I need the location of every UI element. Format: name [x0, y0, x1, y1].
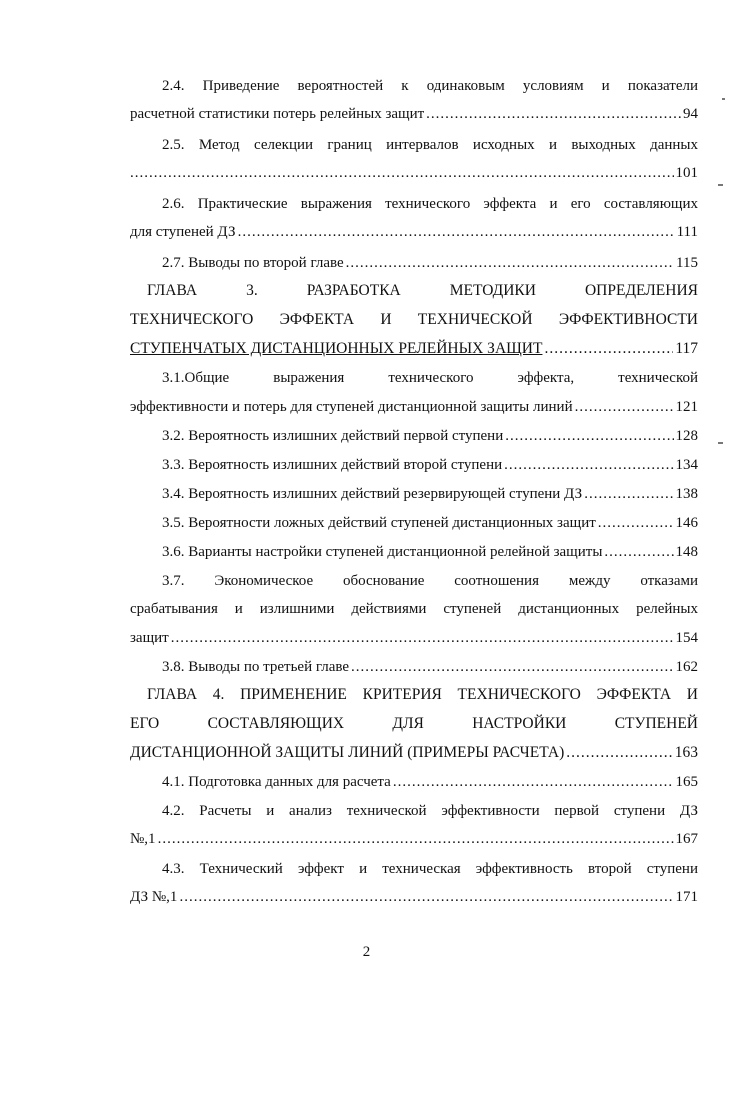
dot-leader: [393, 771, 674, 793]
dot-leader: [566, 742, 672, 764]
toc-chapter-3-line1: [147, 280, 698, 302]
toc-text: ДИСТАНЦИОННОЙ ЗАЩИТЫ ЛИНИЙ (ПРИМЕРЫ РАСЧЕТА): [130, 744, 565, 761]
toc-page-number: 154: [675, 630, 698, 646]
toc-entry-3-7-line3: [130, 627, 698, 649]
toc-page-number: 101: [675, 165, 698, 181]
scan-mark: [718, 442, 723, 444]
toc-text: 4.1. Подготовка данных для расчета: [162, 774, 391, 790]
toc-entry-3-8: [162, 656, 698, 678]
toc-text: 3.8. Выводы по третьей главе: [162, 659, 350, 675]
toc-chapter-3-line2: [130, 309, 698, 331]
toc-text: срабатывания и излишними действиями ступеней дистанционных релейных: [130, 601, 698, 617]
dot-leader: [171, 627, 674, 649]
toc-page-number: 165: [675, 774, 698, 790]
toc-entry-2-4-line1: [162, 75, 698, 97]
toc-entry-3-1-line1: [162, 367, 698, 389]
page-number: 2: [362, 944, 371, 960]
toc-text: 3.1.Общие выражения технического эффекта, технической: [162, 370, 698, 386]
toc-text: №,1: [130, 831, 156, 847]
toc-entry-3-2: [162, 425, 698, 447]
dot-leader: [426, 103, 681, 125]
toc-entry-3-1-line2: [130, 396, 698, 418]
dot-leader: [604, 541, 673, 563]
toc-text: 4.3. Технический эффект и техническая эффективность второй ступени: [162, 861, 698, 877]
toc-entry-2-7: [162, 252, 698, 274]
toc-entry-2-6-line1: [162, 193, 698, 215]
toc-entry-3-6: [162, 541, 698, 563]
toc-page-number: 163: [674, 744, 698, 761]
dot-leader: [598, 512, 674, 534]
dot-leader: [179, 886, 673, 908]
dot-leader: [544, 338, 673, 360]
toc-page-number: 128: [675, 428, 698, 444]
toc-text: СТУПЕНЧАТЫХ ДИСТАНЦИОННЫХ РЕЛЕЙНЫХ ЗАЩИТ: [130, 340, 543, 357]
toc-text: 4.2. Расчеты и анализ технической эффективности первой ступени ДЗ: [162, 803, 698, 819]
toc-entry-4-2-line1: [162, 800, 698, 822]
toc-text: 2.7. Выводы по второй главе: [162, 255, 344, 271]
dot-leader: [158, 828, 674, 850]
toc-text: 3.5. Вероятности ложных действий ступеней дистанционных защит: [162, 515, 596, 531]
toc-entry-3-5: [162, 512, 698, 534]
toc-entry-3-4: [162, 483, 698, 505]
toc-chapter-4-line2: [130, 713, 698, 735]
toc-page-number: 134: [675, 457, 698, 473]
toc-chapter-4-line1: [147, 684, 698, 706]
toc-page-number: 148: [675, 544, 698, 560]
toc-entry-4-3-line2: [130, 886, 698, 908]
scan-mark: [718, 184, 723, 186]
toc-entry-2-6-line2: [130, 221, 698, 243]
toc-page-number: 171: [675, 889, 698, 905]
toc-text: расчетной статистики потерь релейных защит: [130, 106, 425, 122]
toc-entry-4-2-line2: [130, 828, 698, 850]
dot-leader: [238, 221, 675, 243]
toc-text: 2.6. Практические выражения технического эффекта и его составляющих: [162, 196, 698, 212]
toc-text: 3.2. Вероятность излишних действий первой ступени: [162, 428, 504, 444]
toc-text: 3.3. Вероятность излишних действий второй ступени: [162, 457, 503, 473]
dot-leader: [130, 162, 674, 184]
toc-text: 3.4. Вероятность излишних действий резервирующей ступени ДЗ: [162, 486, 583, 502]
toc-entry-3-7-line2: [130, 598, 698, 620]
toc-text: ГЛАВА 4. ПРИМЕНЕНИЕ КРИТЕРИЯ ТЕХНИЧЕСКОГО ЭФФЕКТА И: [147, 686, 698, 703]
toc-text: 2.5. Метод селекции границ интервалов исходных и выходных данных: [162, 137, 698, 153]
toc-entry-2-4-line2: [130, 103, 698, 125]
toc-page-number: 138: [675, 486, 698, 502]
toc-text: 3.7. Экономическое обоснование соотношения между отказами: [162, 573, 698, 589]
toc-entry-4-1: [162, 771, 698, 793]
dot-leader: [504, 454, 673, 476]
toc-page-number: 111: [676, 224, 698, 240]
toc-text: защит: [130, 630, 169, 646]
toc-page-number: 167: [675, 831, 698, 847]
toc-text: 2.4. Приведение вероятностей к одинаковым условиям и показатели: [162, 78, 698, 94]
toc-entry-2-5-line2: [130, 162, 698, 184]
toc-page-number: 115: [676, 255, 698, 271]
dot-leader: [351, 656, 673, 678]
toc-entry-2-5-line1: [162, 134, 698, 156]
toc-text: ТЕХНИЧЕСКОГО ЭФФЕКТА И ТЕХНИЧЕСКОЙ ЭФФЕКТИВНОСТИ: [130, 311, 698, 328]
scan-mark: [722, 98, 725, 100]
toc-text: ГЛАВА 3. РАЗРАБОТКА МЕТОДИКИ ОПРЕДЕЛЕНИЯ: [147, 282, 698, 299]
toc-page-number: 146: [675, 515, 698, 531]
toc-page-number: 117: [675, 340, 698, 357]
toc-text: для ступеней ДЗ: [130, 224, 236, 240]
toc-entry-3-7-line1: [162, 570, 698, 592]
toc-entry-3-3: [162, 454, 698, 476]
toc-page-number: 94: [683, 106, 698, 122]
toc-text: ЕГО СОСТАВЛЯЮЩИХ ДЛЯ НАСТРОЙКИ СТУПЕНЕЙ: [130, 715, 698, 732]
toc-page-number: 162: [675, 659, 698, 675]
dot-leader: [575, 396, 674, 418]
toc-entry-4-3-line1: [162, 858, 698, 880]
dot-leader: [584, 483, 673, 505]
toc-chapter-4-line3: [130, 742, 698, 764]
dot-leader: [505, 425, 673, 447]
toc-text: ДЗ №,1: [130, 889, 178, 905]
toc-page-number: 121: [675, 399, 698, 415]
toc-text: 3.6. Варианты настройки ступеней дистанционной релейной защиты: [162, 544, 603, 560]
toc-text: эффективности и потерь для ступеней дистанционной защиты линий: [130, 399, 573, 415]
dot-leader: [346, 252, 674, 274]
toc-chapter-3-line3: [130, 338, 698, 360]
